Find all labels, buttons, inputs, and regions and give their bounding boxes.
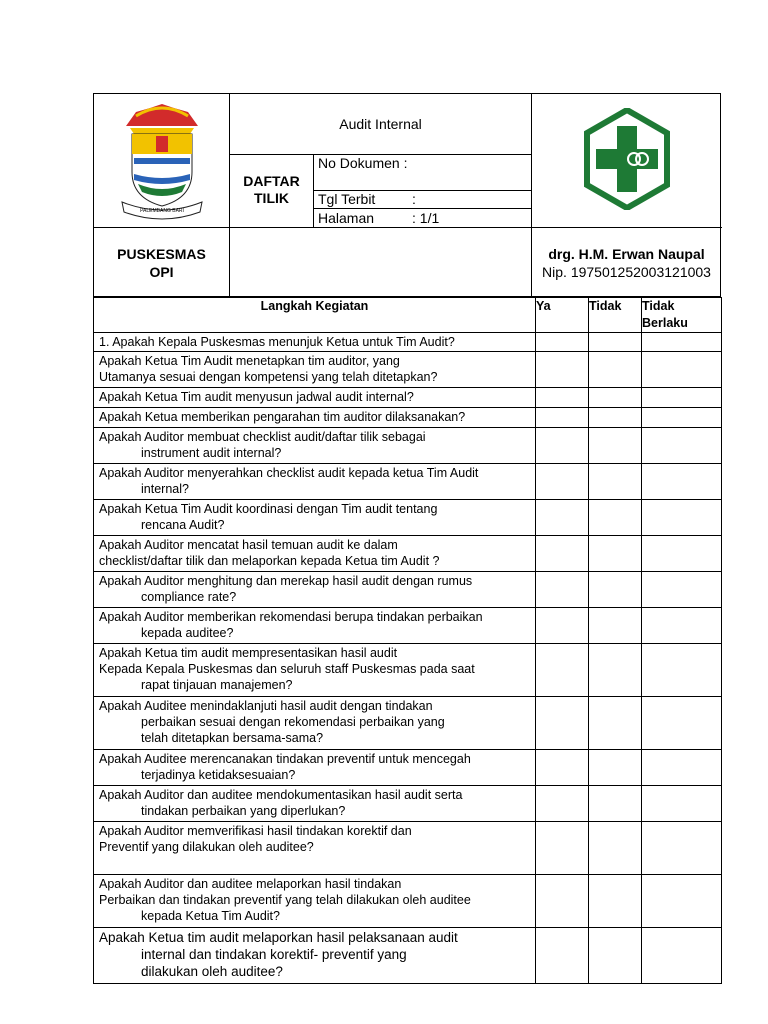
checklist-question <box>94 352 536 388</box>
table-row <box>94 750 722 786</box>
table-row <box>94 822 722 875</box>
question-text-line: instrument audit internal? <box>141 446 282 460</box>
puskesmas-logo <box>584 108 670 210</box>
checklist-question <box>94 464 536 500</box>
question-text-line: Apakah Auditor mencatat hasil temuan audit ke dalam <box>99 538 398 552</box>
answer-cell-ya[interactable] <box>536 352 589 388</box>
checklist-question <box>94 408 536 428</box>
answer-cell-tidak-berlaku[interactable] <box>642 644 722 697</box>
question-text-line: Perbaikan dan tindakan preventif yang telah dilakukan oleh auditee <box>99 893 471 907</box>
answer-cell-ya[interactable] <box>536 608 589 644</box>
answer-cell-tidak[interactable] <box>589 697 642 750</box>
checklist-question <box>94 750 536 786</box>
question-text-line: Apakah Auditor memberikan rekomendasi berupa tindakan perbaikan <box>99 610 483 624</box>
question-text-line: kepada auditee? <box>141 626 234 640</box>
checklist-question <box>94 697 536 750</box>
answer-cell-tidak-berlaku[interactable] <box>642 875 722 928</box>
question-text-line: rapat tinjauan manajemen? <box>141 678 293 692</box>
answer-cell-tidak[interactable] <box>589 572 642 608</box>
no-dokumen-label: No Dokumen : <box>318 155 408 171</box>
answer-cell-tidak[interactable] <box>589 408 642 428</box>
answer-cell-ya[interactable] <box>536 875 589 928</box>
answer-cell-tidak[interactable] <box>589 428 642 464</box>
checklist-question <box>94 536 536 572</box>
emblem-banner-text: PALEMBANG BARI <box>140 208 184 214</box>
answer-cell-tidak[interactable] <box>589 464 642 500</box>
answer-cell-ya[interactable] <box>536 388 589 408</box>
table-row <box>94 572 722 608</box>
question-text-line: checklist/daftar tilik dan melaporkan kepada Ketua tim Audit ? <box>99 554 440 568</box>
answer-cell-tidak[interactable] <box>589 644 642 697</box>
blank-space <box>99 855 530 871</box>
answer-cell-ya[interactable] <box>536 697 589 750</box>
question-text-line: telah ditetapkan bersama-sama? <box>141 731 324 745</box>
answer-cell-tidak-berlaku[interactable] <box>642 500 722 536</box>
question-text-line: Apakah Auditee merencanakan tindakan preventif untuk mencegah <box>99 752 471 766</box>
answer-cell-tidak-berlaku[interactable] <box>642 388 722 408</box>
answer-cell-tidak-berlaku[interactable] <box>642 464 722 500</box>
answer-cell-tidak-berlaku[interactable] <box>642 608 722 644</box>
answer-cell-tidak[interactable] <box>589 352 642 388</box>
question-text-line: Apakah Ketua Tim Audit koordinasi dengan Tim audit tentang <box>99 502 438 516</box>
table-row <box>94 928 722 984</box>
answer-cell-ya[interactable] <box>536 500 589 536</box>
table-row <box>94 464 722 500</box>
question-text-line: Apakah Auditor menghitung dan merekap hasil audit dengan rumus <box>99 574 473 588</box>
question-text-line: internal? <box>141 482 189 496</box>
answer-cell-ya[interactable] <box>536 464 589 500</box>
question-text-line: Utamanya sesuai dengan kompetensi yang telah ditetapkan? <box>99 370 438 384</box>
table-row <box>94 536 722 572</box>
city-emblem-logo <box>116 102 208 220</box>
answer-cell-tidak-berlaku[interactable] <box>642 697 722 750</box>
question-text-line: Kepada Kepala Puskesmas dan seluruh staff Puskesmas pada saat <box>99 662 475 676</box>
table-row <box>94 333 722 352</box>
signer-name: drg. H.M. Erwan Naupal <box>548 246 705 262</box>
question-text-line: 1. Apakah Kepala Puskesmas menunjuk Ketua untuk Tim Audit? <box>99 335 455 349</box>
table-row <box>94 697 722 750</box>
checklist-question <box>94 572 536 608</box>
answer-cell-ya[interactable] <box>536 750 589 786</box>
document-title: Audit Internal <box>339 116 422 132</box>
question-text-line: dilakukan oleh auditee? <box>141 964 283 979</box>
checklist-question <box>94 428 536 464</box>
answer-cell-tidak[interactable] <box>589 928 642 984</box>
answer-cell-ya[interactable] <box>536 333 589 352</box>
answer-cell-tidak-berlaku[interactable] <box>642 572 722 608</box>
answer-cell-tidak[interactable] <box>589 500 642 536</box>
answer-cell-tidak[interactable] <box>589 608 642 644</box>
document-type-line2: TILIK <box>254 190 289 206</box>
checklist-question <box>94 822 536 875</box>
table-header-row <box>94 298 722 333</box>
question-text-line: Apakah Auditor menyerahkan checklist audit kepada ketua Tim Audit <box>99 466 479 480</box>
question-text-line: Apakah Ketua Tim audit menyusun jadwal audit internal? <box>99 390 414 404</box>
checklist-question <box>94 786 536 822</box>
question-text-line: Apakah Auditee menindaklanjuti hasil audit dengan tindakan <box>99 699 433 713</box>
table-row <box>94 408 722 428</box>
answer-cell-ya[interactable] <box>536 536 589 572</box>
answer-cell-tidak[interactable] <box>589 822 642 875</box>
question-text-line: Preventif yang dilakukan oleh auditee? <box>99 840 314 854</box>
table-row <box>94 500 722 536</box>
answer-cell-ya[interactable] <box>536 572 589 608</box>
document-header <box>93 93 721 297</box>
question-text-line: Apakah Ketua memberikan pengarahan tim auditor dilaksanakan? <box>99 410 466 424</box>
question-text-line: kepada Ketua Tim Audit? <box>141 909 280 923</box>
organization-name-line2: OPI <box>149 264 174 280</box>
answer-cell-tidak[interactable] <box>589 750 642 786</box>
answer-cell-tidak-berlaku[interactable] <box>642 536 722 572</box>
question-text-line: Apakah Ketua tim audit melaporkan hasil pelaksanaan audit <box>99 930 458 945</box>
answer-cell-tidak-berlaku[interactable] <box>642 750 722 786</box>
answer-cell-ya[interactable] <box>536 822 589 875</box>
table-row <box>94 875 722 928</box>
question-text-line: Apakah Ketua Tim Audit menetapkan tim auditor, yang <box>99 354 400 368</box>
question-text-line: Apakah Ketua tim audit mempresentasikan hasil audit <box>99 646 398 660</box>
answer-cell-tidak-berlaku[interactable] <box>642 822 722 875</box>
question-text-line: rencana Audit? <box>141 518 225 532</box>
answer-cell-tidak[interactable] <box>589 786 642 822</box>
answer-cell-ya[interactable] <box>536 786 589 822</box>
answer-cell-ya[interactable] <box>536 928 589 984</box>
table-row <box>94 644 722 697</box>
document-type-line1: DAFTAR <box>243 173 300 189</box>
table-row <box>94 608 722 644</box>
question-text-line: terjadinya ketidaksesuaian? <box>141 768 296 782</box>
checklist-question <box>94 608 536 644</box>
table-row <box>94 428 722 464</box>
answer-cell-tidak[interactable] <box>589 388 642 408</box>
question-text-line: Apakah Auditor memverifikasi hasil tindakan korektif dan <box>99 824 412 838</box>
column-header-step: Langkah Kegiatan <box>94 298 536 333</box>
question-text-line: Apakah Auditor membuat checklist audit/daftar tilik sebagai <box>99 430 426 444</box>
checklist-question <box>94 388 536 408</box>
table-row <box>94 786 722 822</box>
answer-cell-tidak[interactable] <box>589 875 642 928</box>
organization-name-line1: PUSKESMAS <box>117 246 206 262</box>
checklist-question <box>94 875 536 928</box>
answer-cell-tidak[interactable] <box>589 333 642 352</box>
halaman-value: : 1/1 <box>412 210 440 226</box>
question-text-line: Apakah Auditor dan auditee melaporkan hasil tindakan <box>99 877 402 891</box>
answer-cell-tidak-berlaku[interactable] <box>642 928 722 984</box>
table-row <box>94 352 722 388</box>
answer-cell-tidak-berlaku[interactable] <box>642 786 722 822</box>
column-header-tidak: Tidak <box>589 298 642 333</box>
question-text-line: Apakah Auditor dan auditee mendokumentasikan hasil audit serta <box>99 788 463 802</box>
question-text-line: perbaikan sesuai dengan rekomendasi perbaikan yang <box>141 715 445 729</box>
answer-cell-ya[interactable] <box>536 408 589 428</box>
column-header-tidak-berlaku: Tidak Berlaku <box>642 298 722 333</box>
column-header-ya: Ya <box>536 298 589 333</box>
answer-cell-tidak-berlaku[interactable] <box>642 352 722 388</box>
checklist-question <box>94 333 536 352</box>
tgl-terbit-separator: : <box>412 191 416 207</box>
answer-cell-tidak-berlaku[interactable] <box>642 333 722 352</box>
halaman-label: Halaman <box>318 210 375 226</box>
answer-cell-tidak-berlaku[interactable] <box>642 408 722 428</box>
checklist-question <box>94 928 536 984</box>
table-row <box>94 388 722 408</box>
question-text-line: compliance rate? <box>141 590 237 604</box>
checklist-question <box>94 644 536 697</box>
tgl-terbit-label: Tgl Terbit <box>318 191 376 207</box>
answer-cell-ya[interactable] <box>536 644 589 697</box>
signer-nip: Nip. 197501252003121003 <box>542 264 711 280</box>
question-text-line: tindakan perbaikan yang diperlukan? <box>141 804 346 818</box>
question-text-line: internal dan tindakan korektif- preventif yang <box>141 947 407 962</box>
checklist-question <box>94 500 536 536</box>
checklist-table <box>93 297 722 984</box>
answer-cell-tidak-berlaku[interactable] <box>642 428 722 464</box>
answer-cell-ya[interactable] <box>536 428 589 464</box>
answer-cell-tidak[interactable] <box>589 536 642 572</box>
